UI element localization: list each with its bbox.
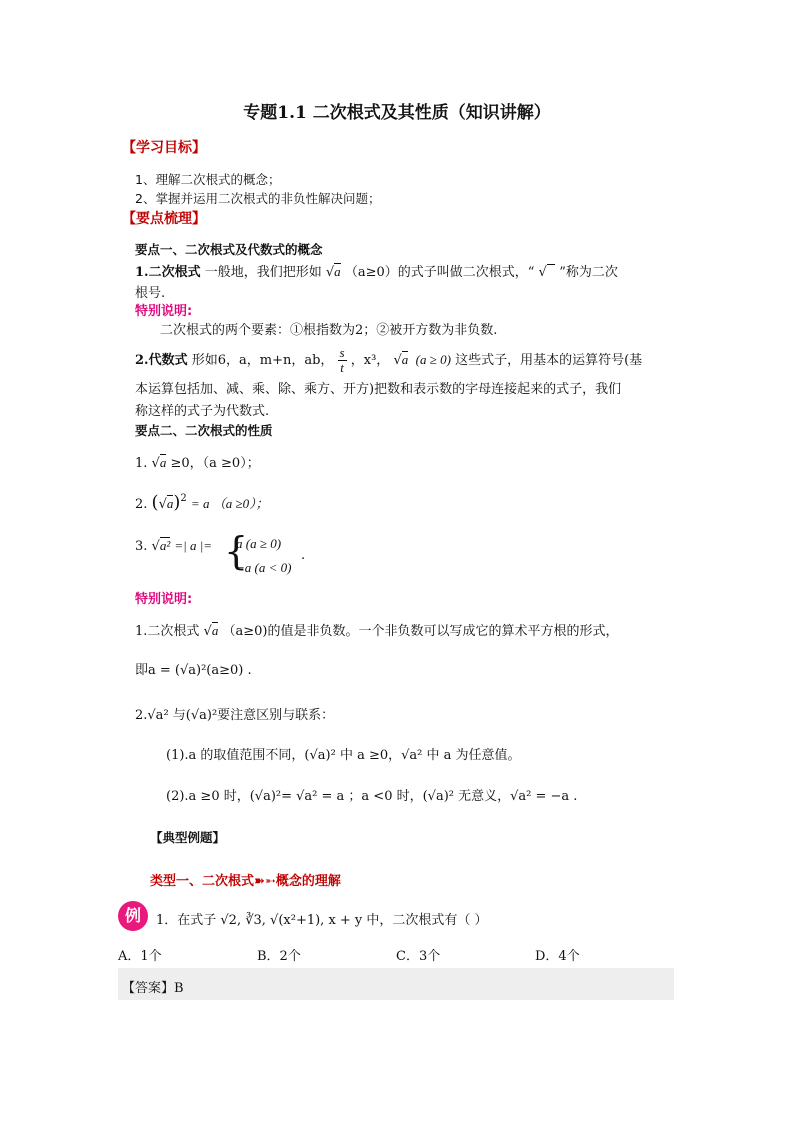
sqrt-a-squared: √a² — [151, 538, 171, 554]
piecewise-case-2: −a (a < 0) — [236, 560, 292, 575]
special-note-text: 二次根式的两个要素：①根指数为2；②被开方数为非负数. — [160, 323, 498, 338]
radical-sign: √ — [539, 264, 556, 280]
note2-item-1: (1).a 的取值范围不同，(√a)² 中 a ≥0，√a² 中 a 为任意值。 — [166, 748, 521, 763]
prop1-number: 1. — [135, 456, 148, 471]
note1-b: （a≥0)的值是非负数。一个非负数可以写成它的算术平方根的形式， — [222, 624, 619, 639]
sqrt-a-formula: √a — [325, 264, 341, 280]
property-3 — [135, 538, 212, 554]
arrow-icon: ➽➵ — [254, 874, 276, 889]
property-1 — [135, 452, 260, 471]
page-title: 专题1.1 二次根式及其性质（知识讲解） — [243, 103, 551, 123]
sqrt-a-formula: √a — [203, 623, 219, 639]
prop2-number: 2. — [135, 497, 148, 512]
point2-title: 要点二、二次根式的性质 — [135, 423, 273, 438]
radical-text-a: 一般地，我们把形如 — [204, 265, 322, 280]
algebraic-text-b: ，x³， — [350, 353, 390, 368]
special-note-label: 特别说明: — [135, 304, 193, 319]
note1-c: 即a = (√a)²(a≥0) . — [135, 663, 252, 678]
example-question: 1．在式子 √2, ∛3, √(x²+1), x + y 中，二次根式有（ ） — [156, 913, 488, 928]
algebraic-text-c: 这些式子，用基本的运算符号(基 — [455, 353, 643, 368]
example-badge-icon: 例 — [118, 901, 148, 931]
radical-text-d: 根号. — [135, 286, 166, 301]
option-b: B．2个 — [257, 949, 301, 964]
note1-a: 1.二次根式 — [135, 624, 200, 639]
option-a: A．1个 — [118, 949, 162, 964]
a-nonneg-condition: (a ≥ 0) — [412, 352, 451, 367]
algebraic-text-a: 形如6，a，m+n，ab， — [191, 353, 334, 368]
note2-item-2: (2).a ≥0 时，(√a)²= √a² = a ；a <0 时，(√a)² 无意义，√a² = −a . — [166, 789, 578, 804]
prop3-number: 3. — [135, 539, 148, 554]
radical-label: 1.二次根式 — [135, 265, 201, 280]
fraction-s-over-t: $\frac{s}{t}$ — [339, 345, 345, 375]
algebraic-line2: 本运算包括加、减、乘、除、乘方、开方)把数和表示数的字母连接起来的式子，我们 — [135, 382, 622, 397]
algebraic-label: 2.代数式 — [135, 353, 188, 368]
algebraic-expression-line — [135, 346, 642, 375]
sqrt-a-formula: √a — [151, 455, 167, 471]
prop2-tail: = a （a ≥0）； — [190, 496, 269, 511]
typical-examples-header: 【典型例题】 — [150, 830, 226, 845]
point1-title: 要点一、二次根式及代数式的概念 — [135, 242, 323, 257]
piecewise-brace: { — [224, 529, 249, 573]
radical-text-b: （a≥0）的式子叫做二次根式，“ — [344, 265, 535, 280]
sqrt-a-formula: √a — [393, 352, 409, 368]
property-2 — [135, 492, 269, 513]
answer-text: 【答案】B — [122, 981, 184, 996]
prop1-tail: ≥0，（a ≥0）； — [170, 456, 260, 471]
note2: 2.√a² 与(√a)²要注意区别与联系： — [135, 708, 335, 723]
concept-radical-line — [135, 261, 618, 280]
abs-a: =| a |= — [174, 538, 213, 553]
special-note-label-2: 特别说明: — [135, 592, 193, 607]
type1-title: 类型一、二次根式 — [150, 874, 255, 889]
goals-header: 【学习目标】 — [122, 140, 206, 156]
goal-item: 1、理解二次根式的概念； — [135, 172, 281, 187]
squared-sqrt-formula: $(√a)^2$ — [151, 492, 187, 513]
option-d: D．4个 — [535, 949, 580, 964]
period: . — [301, 548, 306, 563]
piecewise-case-1: a (a ≥ 0) — [236, 536, 282, 551]
type1-tail: 概念的理解 — [275, 874, 341, 889]
option-c: C．3个 — [396, 949, 441, 964]
radical-text-c: ”称为二次 — [559, 265, 618, 280]
note-1-line — [135, 620, 618, 639]
answer-box — [118, 968, 674, 1000]
goal-item: 2、掌握并运用二次根式的非负性解决问题； — [135, 191, 381, 206]
points-header: 【要点梳理】 — [122, 211, 206, 227]
type1-heading — [150, 870, 341, 889]
algebraic-line3: 称这样的式子为代数式. — [135, 404, 270, 419]
